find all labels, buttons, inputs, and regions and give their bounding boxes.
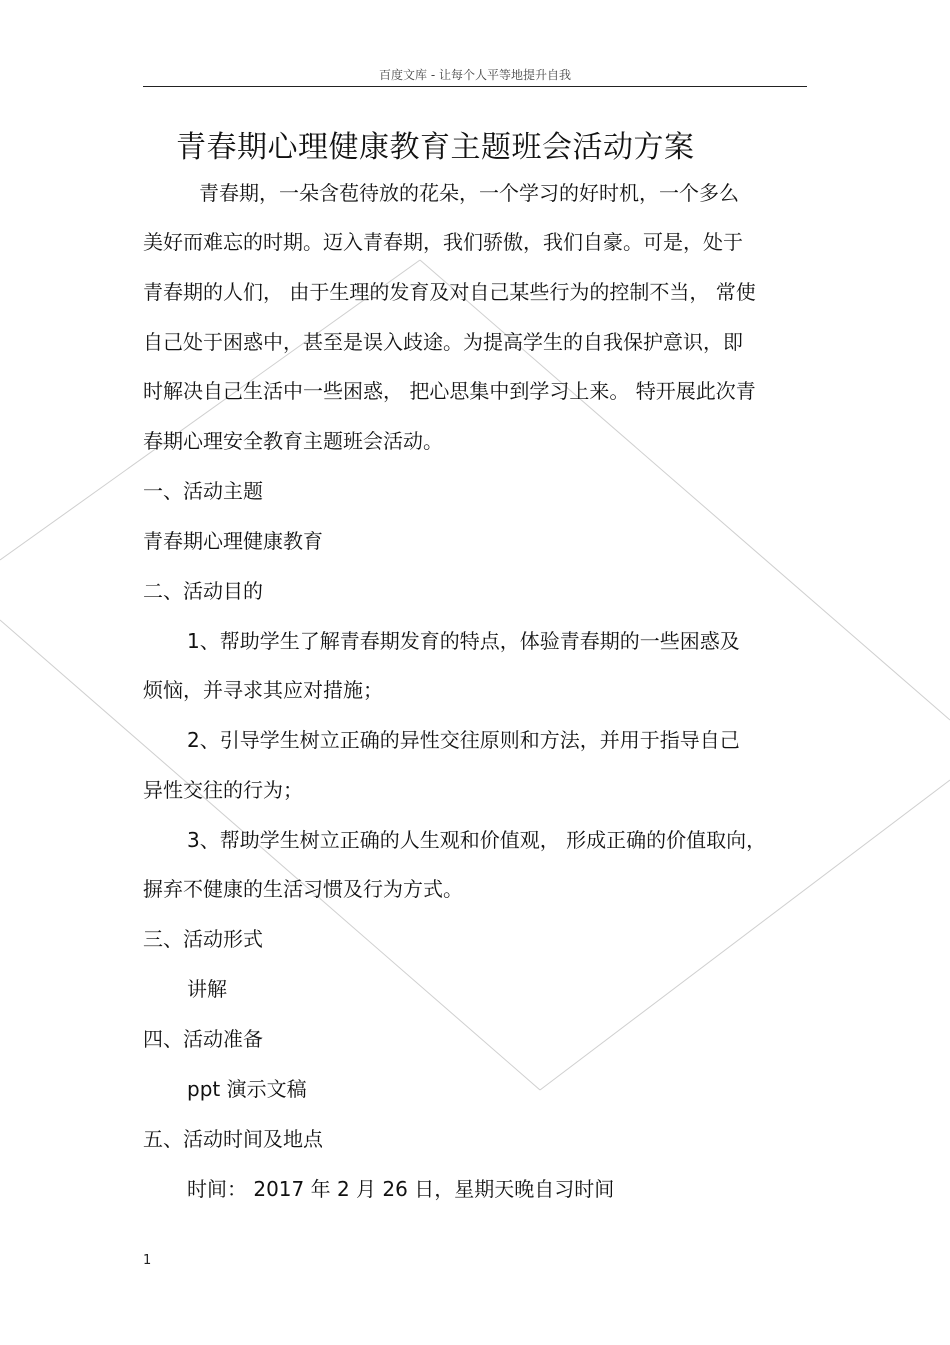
section-content-time: 时间： 2017 年 2 月 26 日，星期天晚自习时间 — [187, 1177, 615, 1201]
goal-1-line-1: 1、帮助学生了解青春期发育的特点，体验青春期的一些困惑及 — [187, 629, 740, 653]
goal-2-line-1: 2、引导学生树立正确的异性交往原则和方法，并用于指导自己 — [187, 728, 740, 752]
section-heading-preparation: 四、活动准备 — [143, 1027, 263, 1051]
goal-3-line-2: 摒弃不健康的生活习惯及行为方式。 — [143, 877, 463, 901]
header-divider — [143, 86, 807, 87]
section-content-preparation: ppt 演示文稿 — [187, 1077, 307, 1101]
page-number: 1 — [143, 1253, 152, 1268]
page-header-text: 百度文库 - 让每个人平等地提升自我 — [379, 68, 571, 82]
section-content-theme: 青春期心理健康教育 — [143, 529, 323, 553]
section-heading-theme: 一、活动主题 — [143, 479, 263, 503]
section-heading-format: 三、活动形式 — [143, 927, 263, 951]
document-title: 青春期心理健康教育主题班会活动方案 — [176, 130, 695, 165]
intro-line-3: 青春期的人们， 由于生理的发育及对自己某些行为的控制不当， 常使 — [143, 280, 756, 304]
intro-line-5: 时解决自己生活中一些困惑， 把心思集中到学习上来。 特开展此次青 — [143, 379, 756, 403]
intro-line-2: 美好而难忘的时期。迈入青春期，我们骄傲，我们自豪。可是，处于 — [143, 230, 743, 254]
intro-line-1: 青春期，一朵含苞待放的花朵，一个学习的好时机，一个多么 — [199, 181, 739, 205]
intro-line-4: 自己处于困惑中，甚至是误入歧途。为提高学生的自我保护意识，即 — [143, 330, 743, 354]
goal-2-line-2: 异性交往的行为； — [143, 778, 303, 802]
goal-1-line-2: 烦恼，并寻求其应对措施； — [143, 678, 383, 702]
section-heading-time-place: 五、活动时间及地点 — [143, 1127, 323, 1151]
section-heading-goals: 二、活动目的 — [143, 579, 263, 603]
intro-line-6: 春期心理安全教育主题班会活动。 — [143, 429, 443, 453]
goal-3-line-1: 3、帮助学生树立正确的人生观和价值观， 形成正确的价值取向， — [187, 828, 767, 852]
section-content-format: 讲解 — [187, 977, 227, 1001]
